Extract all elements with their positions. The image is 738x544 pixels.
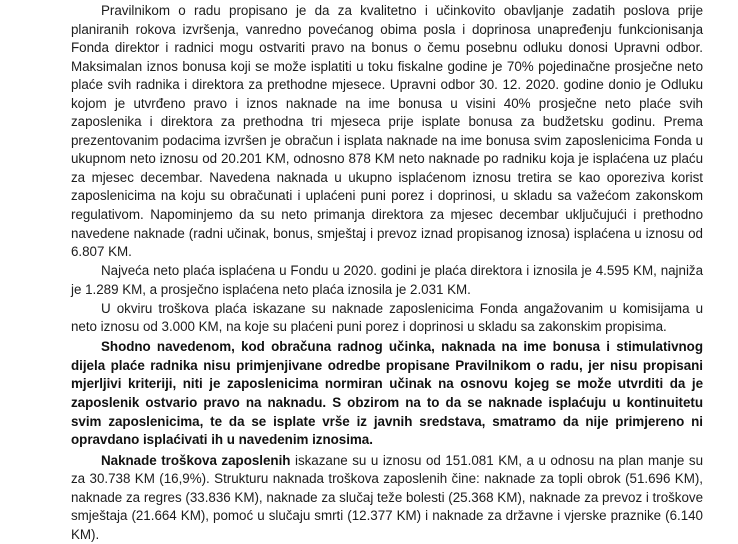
paragraph-employee-expense-allowances: [71, 452, 703, 544]
paragraph-bonus-rules: Pravilnikom o radu propisano je da za kvalitetno i učinkovito obavljanje zadatih poslova prije planiranih rokova izvršenja, vanredno povećanog obima posla i doprinosa unapređenju funkcionisanja Fonda direktor i radnici mogu ostvariti pravo na bonus o čemu posebnu odluku donosi Upravni odbor. Maksimalan iznos bonusa koji se može isplatiti u toku fiskalne godine je 70% pojedinačne prosječne neto plaće svih radnika i direktora za prethodne mjesece. Upravni odbor 30. 12. 2020. godine donio je Odluku kojom je utvrđeno pravo i iznos naknade na ime bonusa u visini 40% prosječne neto plaće svih zaposlenika i direktora za prethodna tri mjeseca prije isplate bonusa za budžetsku godinu. Prema prezentovanim podacima izvršen je obračun i isplata naknade na ime bonusa svim zaposlenicima Fonda u ukupnom neto iznosu od 20.201 KM, odnosno 878 KM neto naknade po radniku koja je isplaćena uz plaću za mjesec decembar. Navedena naknada u ukupno isplaćenom iznosu tretira se kao oporeziva korist zaposlenicima na koju su obračunati i uplaćeni puni porez i doprinosi, u skladu sa važećom zakonskom regulativom. Napominjemo da su neto primanja direktora za mjesec decembar uključujući i prethodno navedene naknade (radni učinak, bonus, smještaj i prevoz iznad propisanog iznosa) isplaćena u iznosu od 6.807 KM.: [71, 3, 703, 260]
paragraph-lead-in-rest: iskazane su u iznosu od 151.081 KM, a u odnosu na plan manje su za 30.738 KM (16,9%). Strukturu naknada troškova zaposlenih čine: naknade za topli obrok (51.696 KM), naknade za regres (33.836 KM), naknade za slučaj teže bolesti (25.368 KM), naknade za prevoz i troškove smještaja (21.664 KM), pomoć u slučaju smrti (12.377 KM) i naknade za državne i vjerske praznike (6.140 KM).: [71, 452, 703, 542]
paragraph-commission-fees: U okviru troškova plaća iskazane su naknade zaposlenicima Fonda angažovanim u komisijama u neto iznosu od 3.000 KM, na koje su plaćeni puni porez i doprinosi u skladu sa zakonskim propisima.: [71, 300, 703, 335]
paragraph-audit-conclusion: Shodno navedenom, kod obračuna radnog učinka, naknada na ime bonusa i stimulativnog dijela plaće radnika nisu primjenjivane odredbe propisane Pravilnikom o radu, jer nisu propisani mjerljivi kriteriji, niti je zaposlenicima normiran učinak na osnovu kojeg se može utvrditi da je zaposlenik ostvario pravo na naknadu. S obzirom na to da se naknade isplaćuju u kontinuitetu svim zaposlenicima, te da se isplate vrše iz javnih sredstava, smatramo da nije primjereno ni opravdano isplaćivati ih u navedenim iznosima.: [71, 339, 703, 448]
paragraph-lead-in-bold: Naknade troškova zaposlenih: [101, 452, 291, 468]
document-text-column: [71, 0, 703, 544]
paragraph-salary-figures: Najveća neto plaća isplaćena u Fondu u 2020. godini je plaća direktora i iznosila je 4.595 KM, najniža je 1.289 KM, a prosječno isplaćena neto plaća iznosila je 2.031 KM.: [71, 263, 703, 297]
